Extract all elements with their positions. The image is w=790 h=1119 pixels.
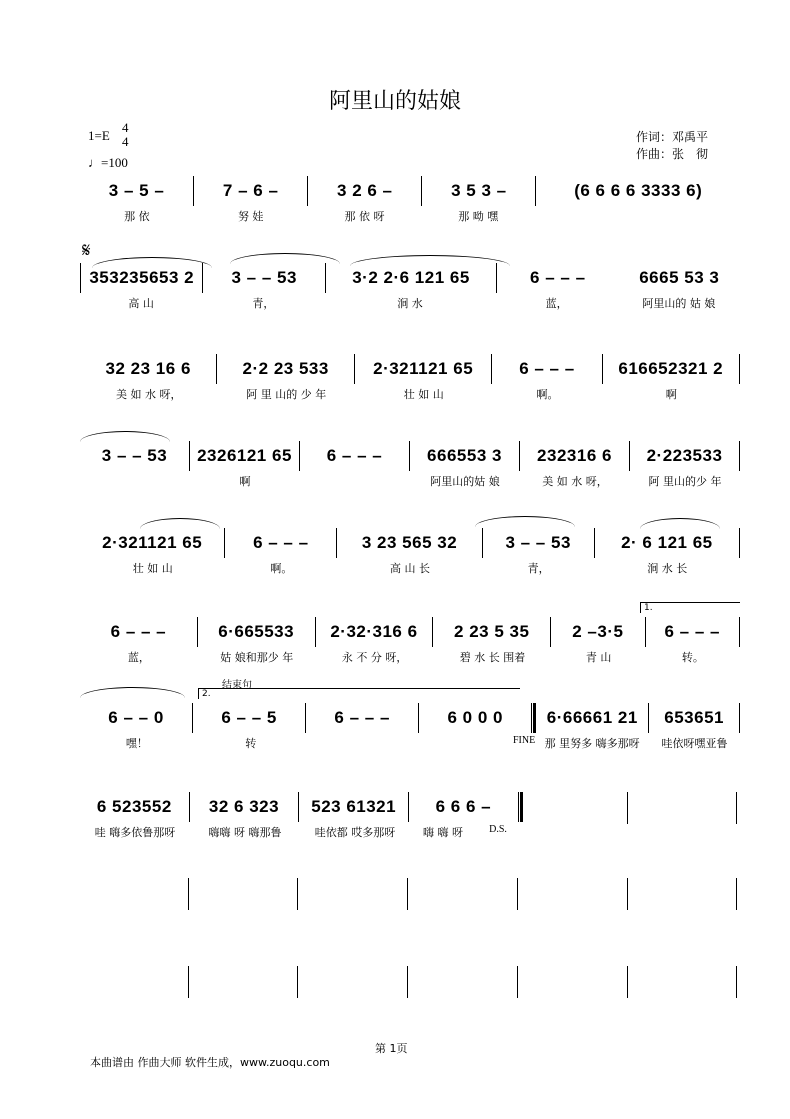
lyrics-line-8: 哇 嗨多依鲁那呀 嗨嗨 呀 嗨那鲁 哇依都 哎多那呀 嗨 嗨 呀 D.S. — [94, 824, 507, 839]
measure: 2326121 65 — [197, 446, 292, 465]
measure: 666553 3 — [427, 446, 502, 465]
measure: 6 – – – — [253, 533, 309, 552]
measure: 32 6 323 — [208, 797, 280, 816]
ending-label: 结束句 — [222, 680, 252, 691]
notes-line-1 — [80, 178, 740, 204]
measure: 6 523552 — [96, 797, 172, 816]
measure: 3·2 2·6 121 65 — [352, 268, 470, 287]
lyricist-credit: 作词：邓禹平 — [636, 130, 709, 144]
notes-line-6 — [80, 619, 740, 645]
measure: 3 – – 53 — [505, 533, 571, 552]
measure: 6 – – 5 — [221, 708, 277, 727]
measure: 3 – – 53 — [101, 446, 168, 465]
measure: 232316 6 — [537, 446, 612, 465]
tempo-marking: ♩=100 — [88, 155, 128, 170]
measure: 3 – 5 – — [108, 181, 165, 200]
lyrics-line-3: 美 如 水 呀， 阿 里 山的 少 年 壮 如 山 啊。 啊 — [116, 388, 677, 401]
lyrics-line-4: 啊 阿里山的姑 娘 美 如 水 呀， 阿 里山的少 年 — [239, 475, 722, 488]
lyrics-line-7: 嘿！ 转 FINE 那 里努多 嗨多那呀 哇依呀嘿亚鲁 — [125, 735, 728, 750]
measure: 2·321121 65 — [373, 359, 474, 378]
measure: 3 23 565 32 — [361, 533, 458, 552]
measure: 3 – – 53 — [231, 268, 297, 287]
fine-marking: FINE — [512, 735, 536, 746]
measure: 353235653 2 — [89, 268, 195, 287]
notes-line-3 — [80, 356, 740, 382]
footer-credit: 本曲谱由 作曲大师 软件生成，www.zuoqu.com — [90, 1056, 330, 1069]
measure: 3 2 6 – — [337, 181, 393, 200]
notes-line-8 — [80, 794, 740, 820]
time-signature — [122, 121, 129, 149]
page-number: 第 1页 — [375, 1042, 408, 1055]
time-signature-bottom: 4 — [122, 134, 129, 149]
measure: 7 – 6 – — [222, 181, 279, 200]
measure: 6 – – 0 — [108, 708, 164, 727]
measure: 6 0 0 0 — [447, 708, 503, 727]
notes-line-2 — [80, 265, 740, 291]
ds-marking: D.S. — [489, 824, 507, 835]
lyrics-line-1: 那 依 努 娃 那 依 呀 那 呦 嘿 — [124, 210, 499, 223]
measure: 2·32·316 6 — [330, 622, 418, 641]
measure: 6 – – – — [326, 446, 383, 465]
time-signature-top: 4 — [122, 120, 129, 135]
measure: 6 6 6 – — [435, 797, 492, 816]
measure: 6665 53 3 — [639, 268, 720, 287]
measure: 616652321 2 — [618, 359, 724, 378]
measure: 6 – – – — [519, 359, 575, 378]
measure: 2 –3·5 — [572, 622, 624, 641]
measure: 653651 — [664, 708, 724, 727]
measure: 523 61321 — [311, 797, 397, 816]
measure: 2· 6 121 65 — [621, 533, 713, 552]
notes-line-4 — [80, 443, 740, 469]
notes-line-7 — [80, 705, 740, 731]
key-signature: 1=E — [88, 128, 110, 143]
volta-1-bracket: 1. — [640, 602, 740, 613]
lyrics-line-2: 高 山 青， 涧 水 蓝， 阿里山的 姑 娘 — [128, 297, 716, 310]
measure: 2·223533 — [646, 446, 723, 465]
volta-2-bracket: 2. — [198, 688, 520, 699]
composer-credit: 作曲：张 彻 — [636, 147, 709, 161]
measure: 32 23 16 6 — [105, 359, 191, 378]
measure: 2 23 5 35 — [454, 622, 530, 641]
measure: 6·66661 21 — [546, 708, 638, 727]
lyrics-line-6: 蓝， 姑 娘和那少 年 永 不 分 呀， 碧 水 长 围着 青 山 转。 — [127, 651, 704, 664]
measure: 6 – – – — [110, 622, 167, 641]
measure: (6 6 6 6 3333 6) — [574, 181, 703, 200]
measure: 3 5 3 – — [451, 181, 507, 200]
notes-line-5 — [80, 530, 740, 556]
measure: 6 – – – — [664, 622, 720, 641]
measure: 2·321121 65 — [102, 533, 203, 552]
page-title: 阿里山的姑娘 — [328, 89, 461, 114]
lyrics-line-5: 壮 如 山 啊。 高 山 长 青， 涧 水 长 — [132, 562, 688, 575]
measure: 6 – – – — [530, 268, 586, 287]
measure: 6 – – – — [334, 708, 390, 727]
segno-sign: 𝄋 — [82, 238, 91, 262]
measure: 2·2 23 533 — [242, 359, 329, 378]
measure: 6·665533 — [218, 622, 295, 641]
